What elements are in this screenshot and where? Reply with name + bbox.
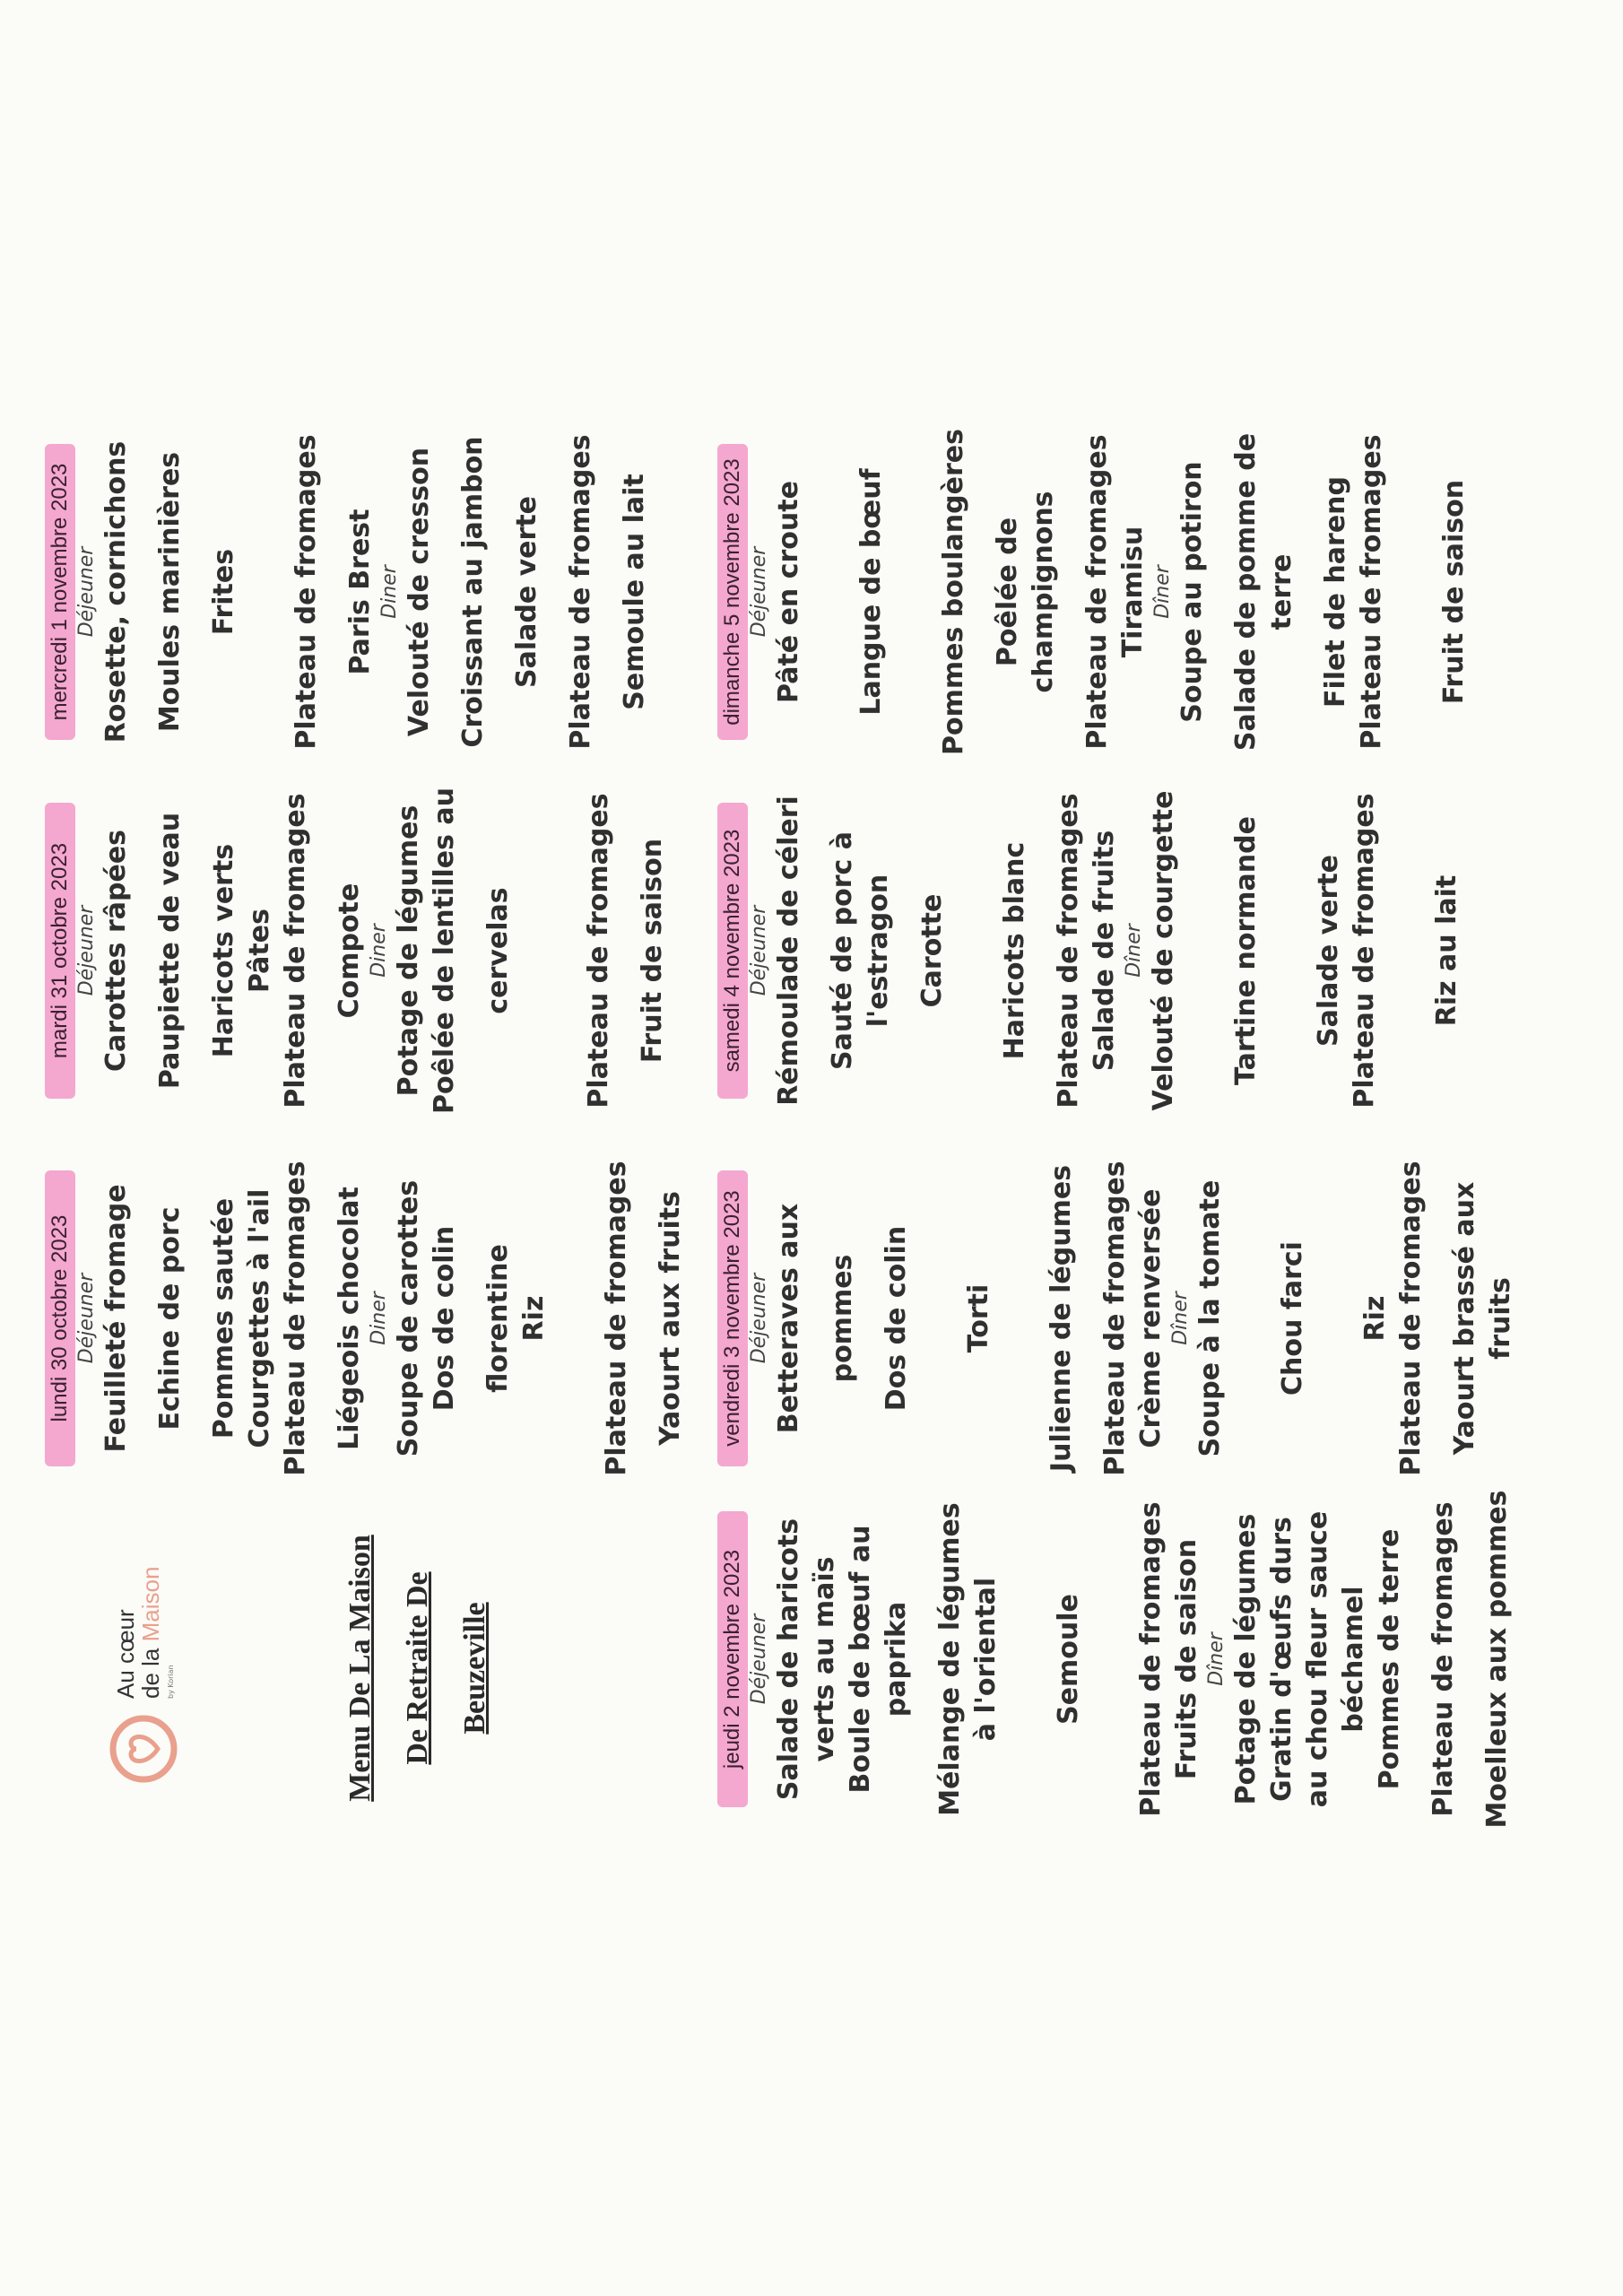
- menu-item: Pâtes: [244, 909, 275, 993]
- menu-item: Liégeois chocolat: [334, 1187, 365, 1450]
- menu-item: Filet de hareng: [1320, 475, 1351, 709]
- menu-sheet: [36, 36, 1516, 1830]
- meal-label-lunch: Déjeuner: [748, 1273, 770, 1364]
- brand-logo: [99, 1498, 188, 1785]
- menu-item: Pommes de terre: [1374, 1528, 1405, 1790]
- meal-label-dinner: Dîner: [1169, 1292, 1192, 1345]
- meal-label-lunch: Déjeuner: [748, 905, 770, 996]
- menu-item: Sauté de porc à: [827, 831, 858, 1070]
- day-samedi: [717, 780, 1465, 1121]
- menu-item: Salade verte: [1313, 854, 1344, 1048]
- menu-item: Salade de haricots: [773, 1518, 804, 1801]
- day-vendredi: [717, 1148, 1519, 1489]
- menu-item: Yaourt brassé aux: [1449, 1181, 1480, 1456]
- menu-item: Plateau de fromages: [1428, 1501, 1459, 1817]
- meal-label-dinner: Dîner: [1123, 924, 1145, 978]
- title-line-2: De Retraite De: [401, 1571, 434, 1765]
- meal-label-dinner: Dîner: [1151, 565, 1174, 619]
- menu-item: Fruit de saison: [637, 838, 668, 1064]
- menu-item: Velouté de cresson: [404, 447, 435, 737]
- menu-item: Yaourt aux fruits: [655, 1191, 686, 1446]
- meal-label-dinner: Diner: [368, 1292, 390, 1345]
- brand-name: [113, 1567, 163, 1699]
- menu-item: Plateau de fromages: [583, 793, 614, 1109]
- menu-item: Carottes râpées: [100, 829, 132, 1073]
- meal-label-lunch: Déjeuner: [75, 905, 98, 996]
- brand-line2a: de la: [137, 1648, 164, 1699]
- menu-item: Velouté de courgette: [1148, 790, 1179, 1111]
- menu-item: Plateau de fromages: [1053, 793, 1084, 1109]
- menu-item: Salade verte: [511, 495, 542, 689]
- menu-item: Pâté en croute: [773, 481, 804, 703]
- menu-item: Haricots verts: [208, 843, 239, 1058]
- menu-item: Paris Brest: [344, 509, 376, 675]
- menu-item: Langue de bœuf: [855, 468, 887, 716]
- menu-item: Moules marinières: [154, 451, 186, 733]
- day-mercredi: [45, 422, 653, 762]
- menu-item: Plateau de fromages: [1395, 1161, 1427, 1476]
- menu-item: Dos de colin: [881, 1225, 912, 1412]
- menu-item: Soupe à la tomate: [1194, 1179, 1226, 1457]
- menu-item: Gratin d'œufs durs: [1266, 1517, 1298, 1802]
- menu-item: Poêlée de lentilles au: [429, 787, 460, 1115]
- meal-label-lunch: Déjeuner: [75, 1273, 98, 1364]
- day-mardi: [45, 780, 671, 1121]
- menu-item: Boule de bœuf au: [845, 1525, 876, 1794]
- meal-label-dinner: Diner: [378, 565, 401, 619]
- menu-item: Plateau de fromages: [1356, 434, 1387, 750]
- menu-item: verts au maïs: [809, 1556, 840, 1762]
- menu-item: Chou farci: [1277, 1241, 1308, 1396]
- menu-item: terre: [1266, 553, 1298, 631]
- day-date: vendredi 3 novembre 2023: [717, 1170, 748, 1466]
- menu-item: Haricots blanc: [999, 841, 1030, 1060]
- menu-item: Plateau de fromages: [1099, 1161, 1131, 1476]
- menu-item: Potage de légumes: [393, 804, 424, 1097]
- menu-item: Torti: [963, 1283, 994, 1353]
- page-title: [332, 1507, 504, 1830]
- menu-item: Echine de porc: [154, 1206, 186, 1431]
- menu-item: Moelleux aux pommes: [1481, 1490, 1513, 1829]
- menu-item: Plateau de fromages: [1349, 793, 1380, 1109]
- menu-item: Pommes boulangères: [938, 429, 969, 755]
- day-date: dimanche 5 novembre 2023: [717, 444, 748, 740]
- menu-item: Mélange de légumes: [934, 1502, 966, 1816]
- menu-item: Feuilleté fromage: [100, 1184, 132, 1453]
- menu-item: Frites: [208, 548, 239, 636]
- menu-item: Rosette, cornichons: [100, 440, 132, 744]
- day-date: lundi 30 octobre 2023: [45, 1170, 75, 1466]
- day-date: mardi 31 octobre 2023: [45, 803, 75, 1099]
- menu-item: Tiramisu: [1117, 526, 1149, 658]
- menu-item: Betteraves aux: [773, 1203, 804, 1434]
- title-line-1: Menu De La Maison: [343, 1535, 377, 1802]
- day-date: mercredi 1 novembre 2023: [45, 444, 75, 740]
- menu-item: Courgettes à l'ail: [244, 1188, 275, 1448]
- menu-item: Soupe de carottes: [393, 1179, 424, 1457]
- menu-item: paprika: [881, 1601, 912, 1718]
- menu-item: Crème renversée: [1135, 1188, 1167, 1448]
- menu-item: à l'oriental: [970, 1577, 1002, 1742]
- menu-item: cervelas: [482, 887, 514, 1014]
- menu-item: Soupe au potiron: [1176, 461, 1208, 723]
- menu-item: Paupiette de veau: [154, 812, 186, 1090]
- menu-item: Salade de pomme de: [1230, 432, 1262, 752]
- meal-label-lunch: Déjeuner: [75, 546, 98, 638]
- menu-item: Julienne de légumes: [1046, 1164, 1077, 1473]
- menu-item: Dos de colin: [429, 1225, 460, 1412]
- menu-item: Tartine normande: [1230, 816, 1262, 1085]
- menu-item: béchamel: [1338, 1586, 1369, 1733]
- menu-item: pommes: [827, 1254, 858, 1383]
- brand-line1: Au cœur: [112, 1609, 139, 1699]
- meal-label-dinner: Diner: [368, 924, 390, 978]
- menu-item: Salade de fruits: [1089, 830, 1120, 1072]
- menu-item: Fruit de saison: [1438, 479, 1470, 705]
- menu-item: Carotte: [916, 893, 948, 1008]
- day-date: samedi 4 novembre 2023: [717, 803, 748, 1099]
- menu-item: Poêlée de champignons: [992, 491, 1059, 693]
- day-jeudi: [717, 1489, 1515, 1830]
- menu-item: Semoule: [1053, 1594, 1084, 1725]
- menu-item: Plateau de fromages: [291, 434, 322, 750]
- day-lundi: [45, 1148, 689, 1489]
- menu-item: Pommes sautée: [208, 1197, 239, 1439]
- heart-circle-icon: [108, 1713, 179, 1785]
- menu-item: Plateau de fromages: [601, 1161, 632, 1476]
- meal-label-dinner: Dîner: [1205, 1632, 1228, 1686]
- brand-line2b: Maison: [137, 1566, 164, 1642]
- menu-item: au chou fleur sauce: [1302, 1510, 1333, 1808]
- menu-item: Plateau de fromages: [280, 793, 311, 1109]
- menu-item: Plateau de fromages: [1081, 434, 1113, 750]
- menu-item: Riz au lait: [1431, 874, 1462, 1027]
- menu-item: Croissant au jambon: [457, 436, 489, 748]
- menu-item: Rémoulade de céleri: [773, 796, 804, 1106]
- meal-label-lunch: Déjeuner: [748, 546, 770, 638]
- brand-tagline: by Korian: [167, 1665, 175, 1699]
- day-date: jeudi 2 novembre 2023: [717, 1511, 748, 1807]
- menu-item: Semoule au lait: [619, 474, 650, 710]
- menu-item: l'estragon: [863, 874, 894, 1028]
- day-dimanche: [717, 422, 1472, 762]
- menu-item: florentine: [482, 1244, 514, 1393]
- menu-item: Plateau de fromages: [1135, 1501, 1167, 1817]
- menu-item: Compote: [334, 883, 365, 1019]
- menu-item: Riz: [1359, 1295, 1391, 1342]
- menu-item: Fruits de saison: [1171, 1538, 1202, 1780]
- title-line-3: Beuzeville: [458, 1602, 491, 1735]
- menu-item: Potage de légumes: [1230, 1513, 1262, 1805]
- menu-item: fruits: [1485, 1277, 1516, 1360]
- meal-label-lunch: Déjeuner: [748, 1613, 770, 1705]
- menu-item: Riz: [518, 1295, 550, 1342]
- menu-item: Plateau de fromages: [280, 1161, 311, 1476]
- menu-item: Plateau de fromages: [565, 434, 596, 750]
